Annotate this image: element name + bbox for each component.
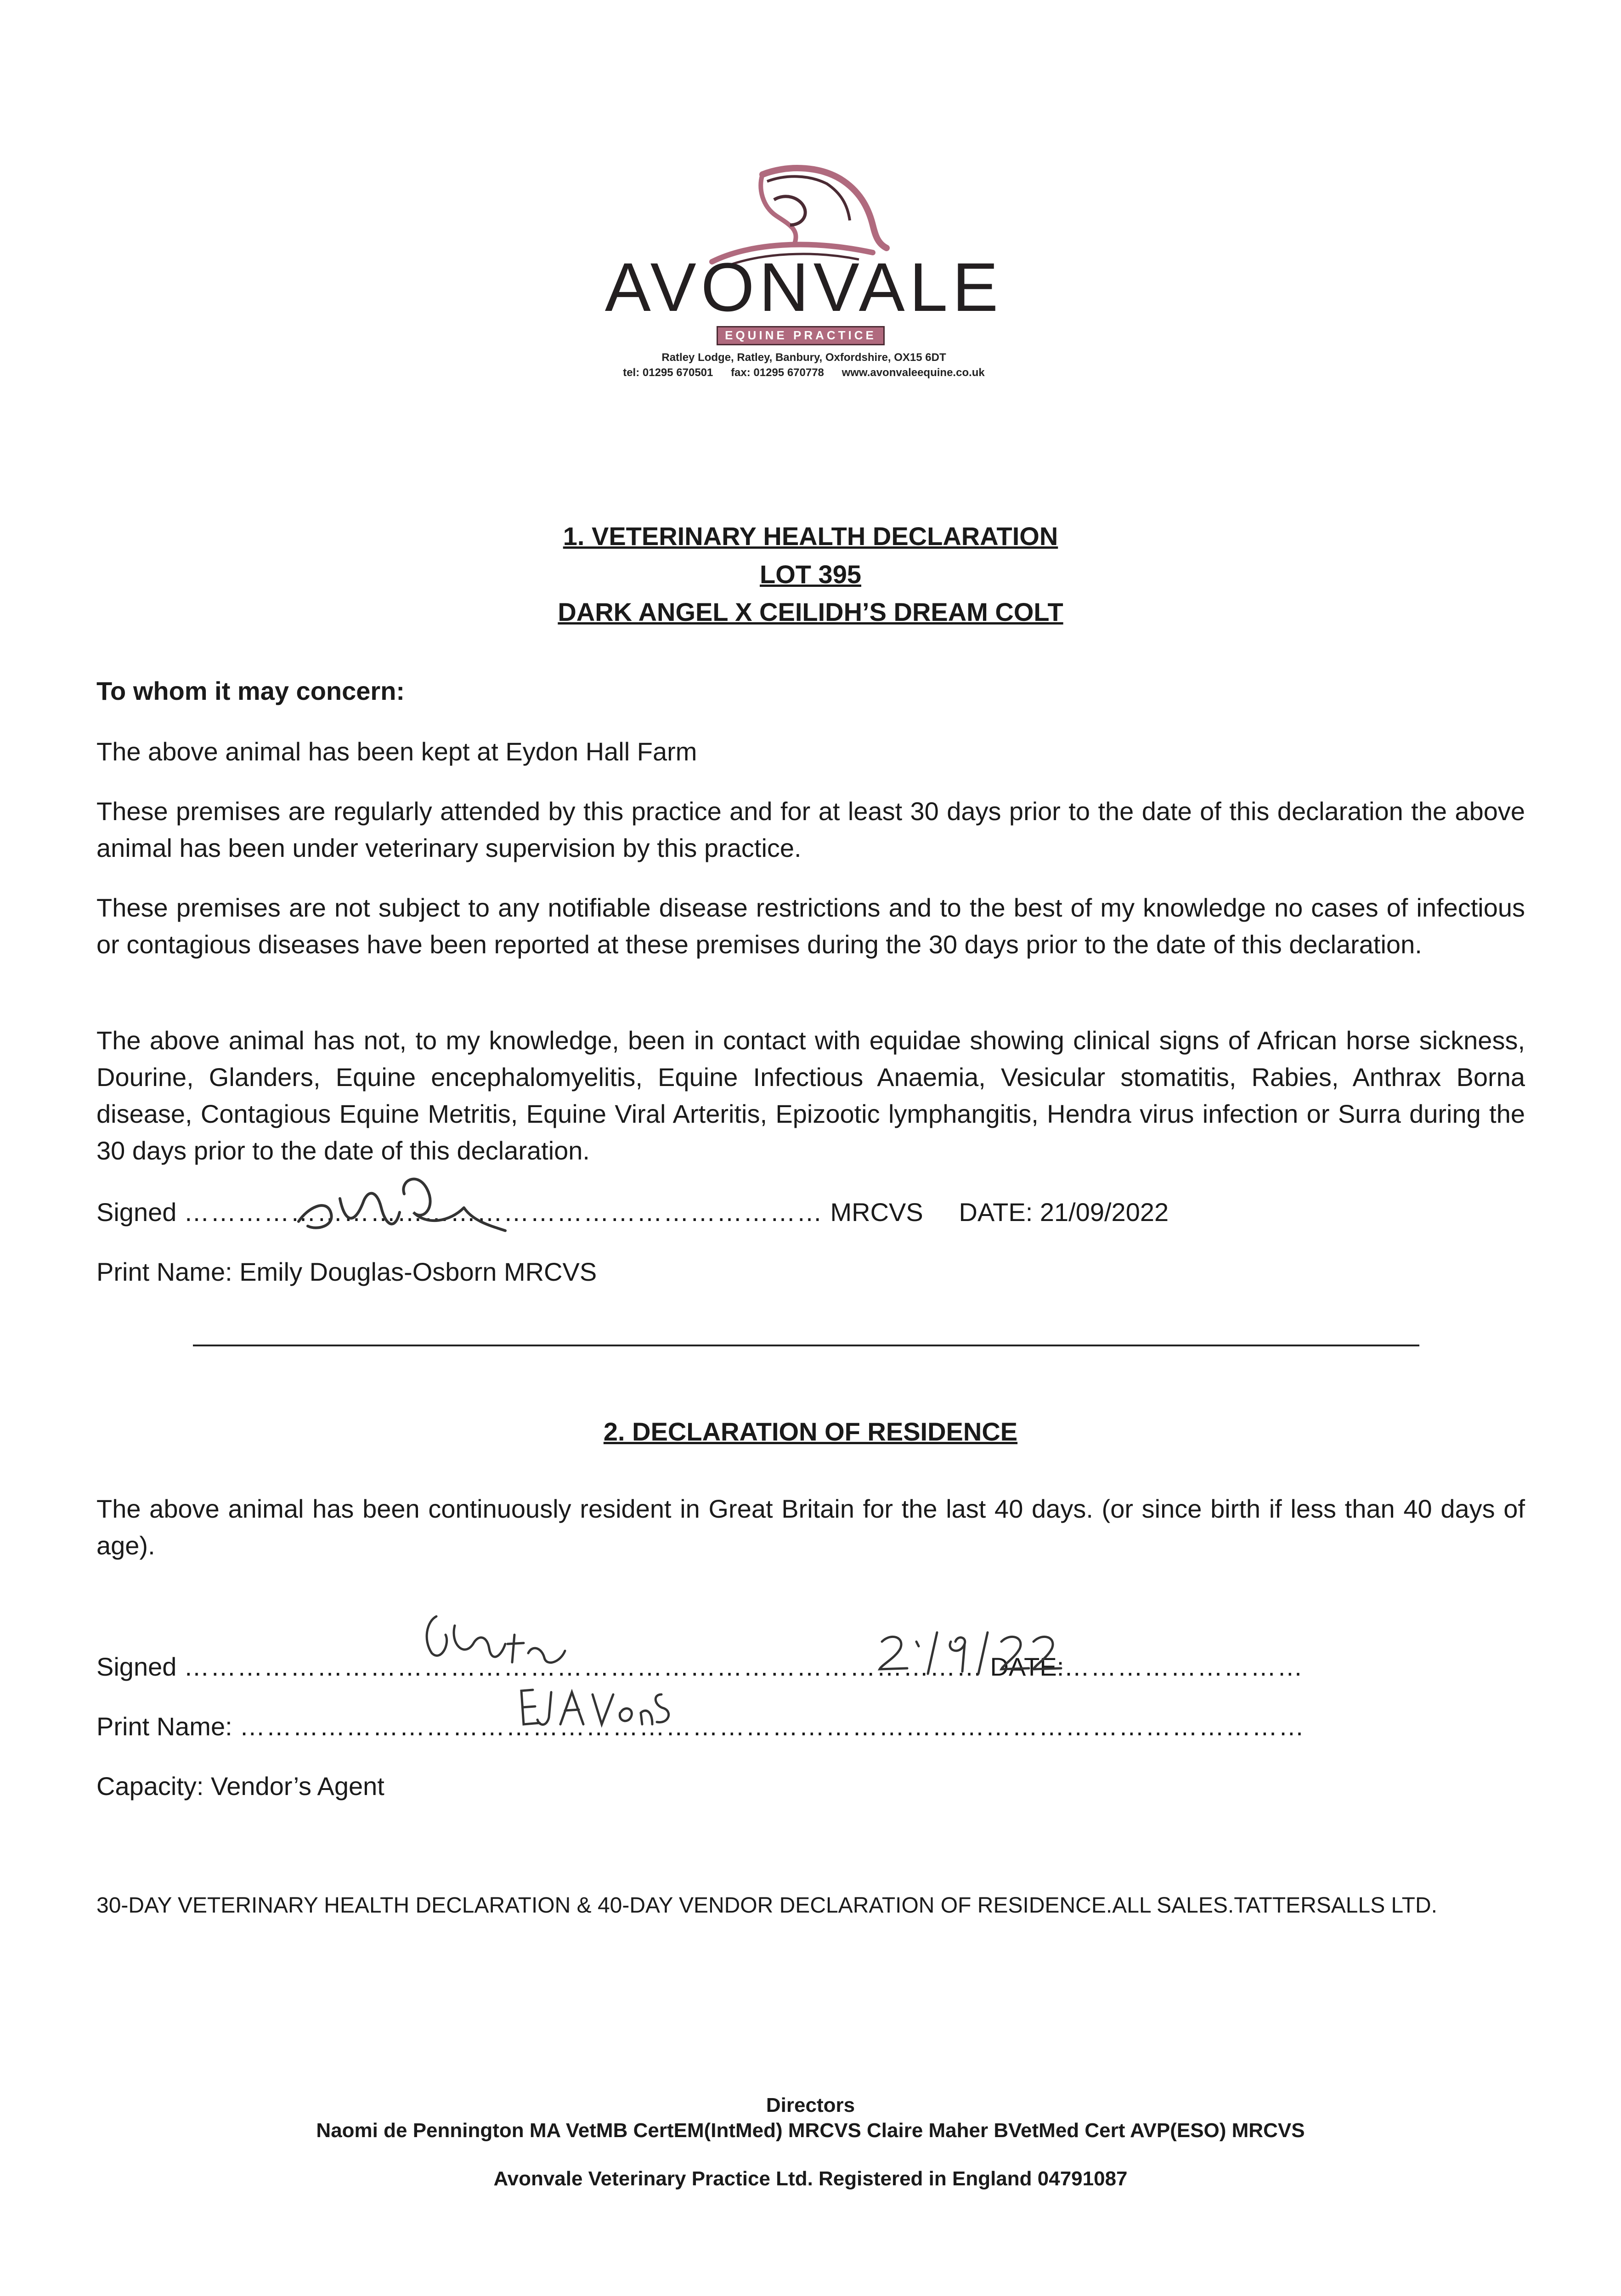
date-label: DATE: [959,1198,1033,1227]
brand-name: AVONVALE [604,248,1003,326]
supervision-paragraph: These premises are regularly attended by this practice and for at least 30 days prior to the date of this declaration the above animal has been under veterinary supervision by this practice. [96,797,1525,862]
vendor-signature [409,1607,593,1676]
premises-paragraph: The above animal has been kept at Eydon Hall Farm [96,737,697,766]
disease-restrictions-paragraph: These premises are not subject to any notifiable disease restrictions and to the best of my knowledge no cases of infectious or contagious diseases have been reported at these premises during the 30 days prior to the date of this declaration. [96,893,1525,959]
signature-dots: ……………………………………………………………… [183,1198,823,1227]
date-value: 21/09/2022 [1039,1198,1169,1227]
vet-print-name: Print Name: Emily Douglas-Osborn MRCVS [96,1257,597,1286]
horse-name: DARK ANGEL X CEILIDH’S DREAM COLT [558,597,1063,626]
signature-dots: ……………………………………………………………………………… [183,1652,983,1681]
vendor-print-name-line [96,1708,1305,1745]
practice-address: Ratley Lodge, Ratley, Banbury, Oxfordshire, OX15 6DT [661,351,946,364]
salutation: To whom it may concern: [96,676,405,705]
practice-contacts [593,366,1015,379]
website: www.avonvaleequine.co.uk [842,366,985,379]
company-registration: Avonvale Veterinary Practice Ltd. Registered in England 04791087 [493,2167,1128,2190]
contact-paragraph: The above animal has not, to my knowledge, been in contact with equidae showing clinical signs of African horse sickness, Dourine, Glanders, Equine encephalomyelitis, Equine Infectious Anaemia, Vesicular stomatitis, Rabies, Anthrax Borna disease, Contagious Equine Metritis, Equine Viral Arteritis, Epizootic lymphangitis, Hendra virus infection or Surra during the 30 days prior to the date of this declaration. [96,1026,1525,1165]
directors-list: Naomi de Pennington MA VetMB CertEM(IntMed) MRCVS Claire Maher BVetMed Cert AVP(ESO) MRCVS [316,2119,1305,2142]
footnote: 30-DAY VETERINARY HEALTH DECLARATION & 40-DAY VENDOR DECLARATION OF RESIDENCE.ALL SALES.TATTERSALLS LTD. [96,1893,1437,1918]
vendor-signature-line [96,1649,1304,1685]
print-name-dots: ………………………………………………………………………………………………………… [239,1712,1305,1741]
residence-paragraph: The above animal has been continuously resident in Great Britain for the last 40 days. (or since birth if less than 40 days of age). [96,1494,1525,1560]
vet-signature-line [96,1194,1169,1231]
mrcvs-label: MRCVS [830,1198,923,1227]
phone-number: tel: 01295 670501 [623,366,713,379]
capacity-label: Capacity: [96,1772,204,1801]
directors-label: Directors [766,2094,855,2116]
signed-label: Signed [96,1198,177,1227]
brand-subtitle: EQUINE PRACTICE [717,326,885,345]
print-name-label: Print Name: [96,1712,232,1741]
section1-title: 1. VETERINARY HEALTH DECLARATION [563,522,1058,551]
vendor-printed-name-handwritten [514,1681,689,1731]
section2-title: 2. DECLARATION OF RESIDENCE [603,1417,1018,1446]
capacity-line [96,1768,384,1805]
vendor-date-handwritten [873,1628,1066,1678]
date-dots: ……………………… [1064,1652,1304,1681]
letterhead [593,156,1015,377]
vet-signature [289,1162,510,1240]
lot-number: LOT 395 [760,560,861,589]
section-divider [193,1345,1419,1346]
fax-number: fax: 01295 670778 [731,366,824,379]
signed-label: Signed [96,1652,177,1681]
capacity-value: Vendor’s Agent [211,1772,384,1801]
date-label: DATE: [990,1652,1064,1681]
